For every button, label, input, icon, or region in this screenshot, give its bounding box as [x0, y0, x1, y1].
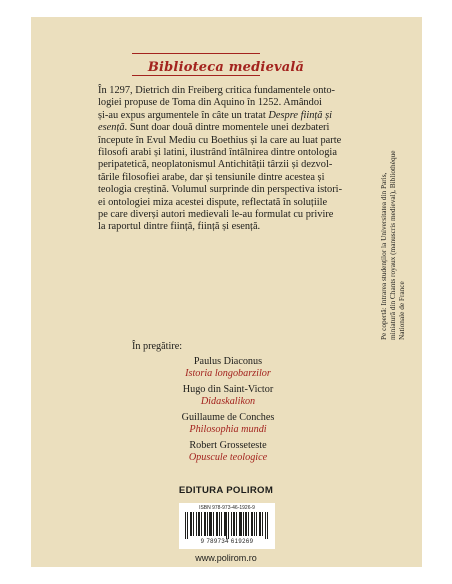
series-header: [0, 58, 452, 76]
book-title: Didaskalikon: [200, 396, 256, 407]
book-author: Paulus Diaconus: [193, 356, 263, 367]
book-title: Opuscule teologice: [188, 452, 268, 463]
series-rule-bottom: [132, 75, 260, 76]
description-line: esență. Sunt doar două dintre momentele unei dezbateri: [98, 122, 330, 134]
series-rule-top: [132, 53, 260, 54]
upcoming-book: [118, 356, 338, 380]
cover-image-credit: [379, 122, 405, 340]
upcoming-titles: [118, 341, 338, 468]
description-line: tările filosofiei arabe, dar și tensiunile dintre acestea și: [98, 171, 325, 183]
description-line: teologia creștină. Volumul surprinde din perspectiva istori-: [98, 184, 343, 196]
upcoming-book: [118, 384, 338, 408]
upcoming-book: [118, 440, 338, 464]
description-line: filosofi arabi și latini, ilustrând întâlnirea dintre ontologia: [98, 147, 337, 159]
barcode-icon: [185, 512, 269, 539]
upcoming-book: [118, 412, 338, 436]
book-author: Robert Grosseteste: [189, 440, 267, 451]
publisher-name: EDITURA POLIROM: [178, 485, 274, 496]
publisher-website: www.polirom.ro: [195, 553, 257, 563]
credit-line: Pe copertă: Intrarea studenților la Universitatea din Paris,: [379, 172, 388, 340]
upcoming-label: În pregătire:: [132, 341, 183, 352]
credit-line: miniatură din Chants royaux (manuscris medieval), Bibliothèque Nationale de France: [388, 150, 406, 340]
description-line: În 1297, Dietrich din Freiberg critica fundamentele onto-: [98, 85, 335, 96]
ean-number: 9 789734 619269: [200, 539, 254, 545]
series-title: Biblioteca medievală: [147, 60, 305, 75]
description-line: și-au expus argumentele în câte un tratat Despre ființă și: [98, 109, 333, 121]
book-title: Philosophia mundi: [189, 424, 267, 435]
book-author: Guillaume de Conches: [181, 412, 275, 423]
description-line: pe care diverși autori medievali le-au formulat cu privire: [98, 209, 334, 221]
barcode-label: [179, 503, 275, 549]
book-description: [98, 85, 354, 234]
description-line: logiei propuse de Toma din Aquino în 1252. Amândoi: [98, 97, 322, 109]
isbn-text: ISBN 978-973-46-1926-9: [199, 505, 255, 511]
description-line: la raportul dintre ființă, ființă și esență.: [98, 221, 261, 233]
description-line: ei ontologiei miza acestei dispute, reflectată în soluțiile: [98, 196, 328, 208]
description-line: peripatetică, neoplatonismul Antichității târzii și dezvol-: [98, 159, 333, 171]
book-title: Istoria longobarzilor: [185, 368, 271, 379]
description-line: începute în Evul Mediu cu Boethius și la care au luat parte: [98, 134, 342, 146]
book-author: Hugo din Saint-Victor: [182, 384, 274, 395]
